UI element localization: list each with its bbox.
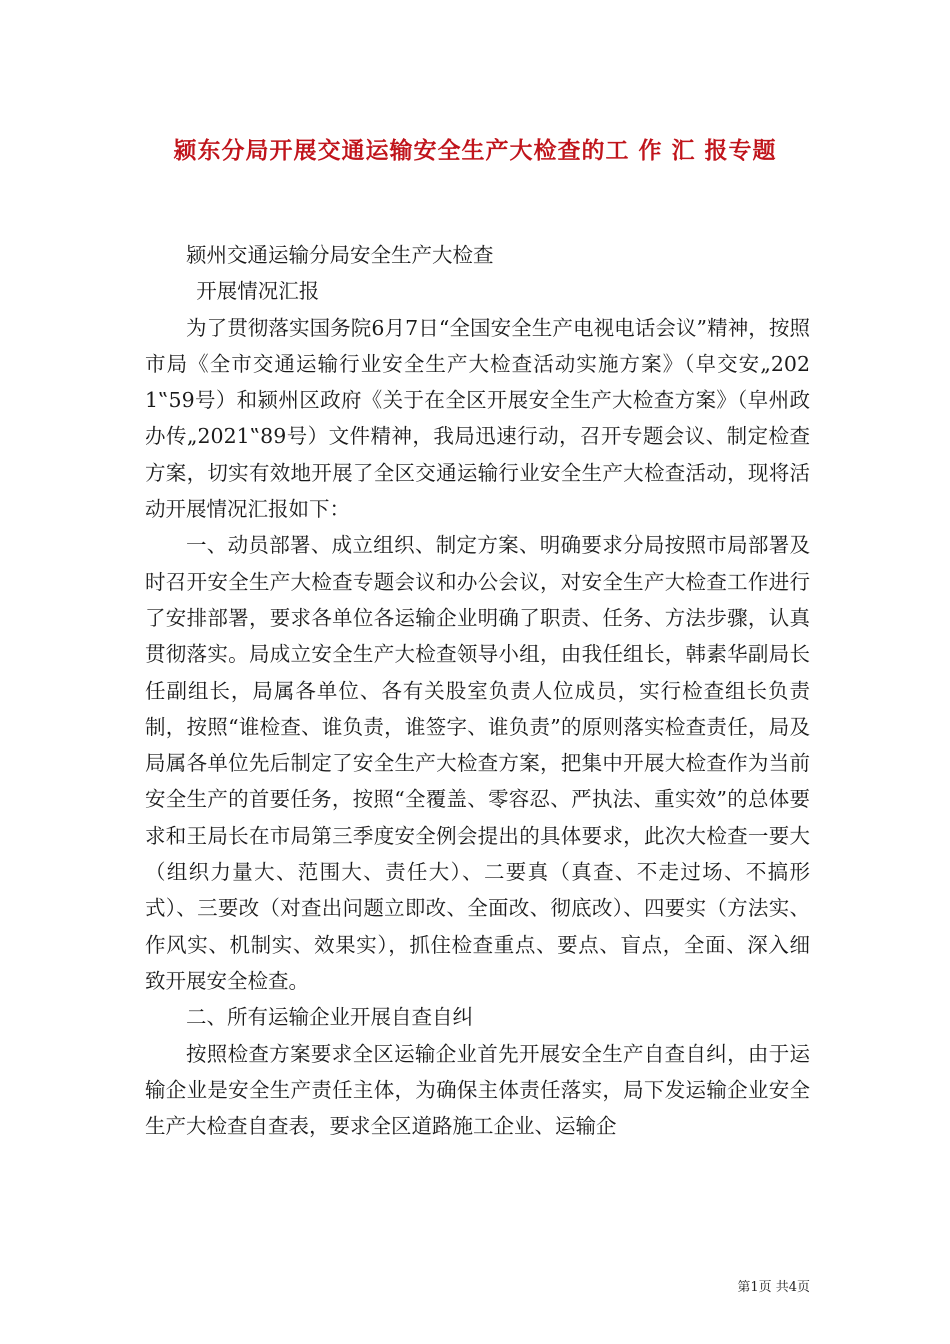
paragraph-section-1: 一、动员部署、成立组织、制定方案、明确要求分局按照市局部署及时召开安全生产大检查专题会议和办公会议，对安全生产大检查工作进行了安排部署，要求各单位各运输企业明确了职责、任务、方法步骤，认真贯彻落实。局成立安全生产大检查领导小组，由我任组长，韩素华副局长任副组长，局属各单位、各有关股室负责人位成员，实行检查组长负责制，按照“谁检查、谁负责，谁签字、谁负责”的原则落实检查责任，局及局属各单位先后制定了安全生产大检查方案，把集中开展大检查作为当前安全生产的首要任务，按照“全覆盖、零容忍、严执法、重实效”的总体要求和王局长在市局第三季度安全例会提出的具体要求，此次大检查一要大（组织力量大、范围大、责任大）、二要真（真查、不走过场、不搞形式）、三要改（对查出问题立即改、全面改、彻底改）、四要实（方法实、作风实、机制实、效果实），抓住检查重点、要点、盲点，全面、深入细致开展安全检查。 (145, 533, 810, 993)
document-body (145, 237, 810, 1144)
page-number: 第1页 共4页 (737, 1280, 810, 1295)
report-heading-line-2: 开展情况汇报 (196, 279, 320, 304)
report-heading-line-1: 颍州交通运输分局安全生产大检查 (186, 243, 494, 267)
paragraph-section-2: 按照检查方案要求全区运输企业首先开展安全生产自查自纠，由于运输企业是安全生产责任主体，为确保主体责任落实，局下发运输企业安全生产大检查自查表，要求全区道路施工企业、运输企 (145, 1041, 810, 1139)
document-title: 颍东分局开展交通运输安全生产大检查的工 作 汇 报专题 (173, 137, 777, 164)
section-heading-2: 二、所有运输企业开展自查自纠 (186, 1005, 473, 1030)
paragraph-intro: 为了贯彻落实国务院6月7日“全国安全生产电视电话会议”精神，按照市局《全市交通运输行业安全生产大检查活动实施方案》（皁交安„2021‟59号）和颍州区政府《关于在全区开展安全生产大检查方案》（皁州政办传„2021‟89号）文件精神，我局迅速行动，召开专题会议、制定检查方案，切实有效地开展了全区交通运输行业安全生产大检查活动，现将活动开展情况汇报如下： (145, 315, 810, 522)
